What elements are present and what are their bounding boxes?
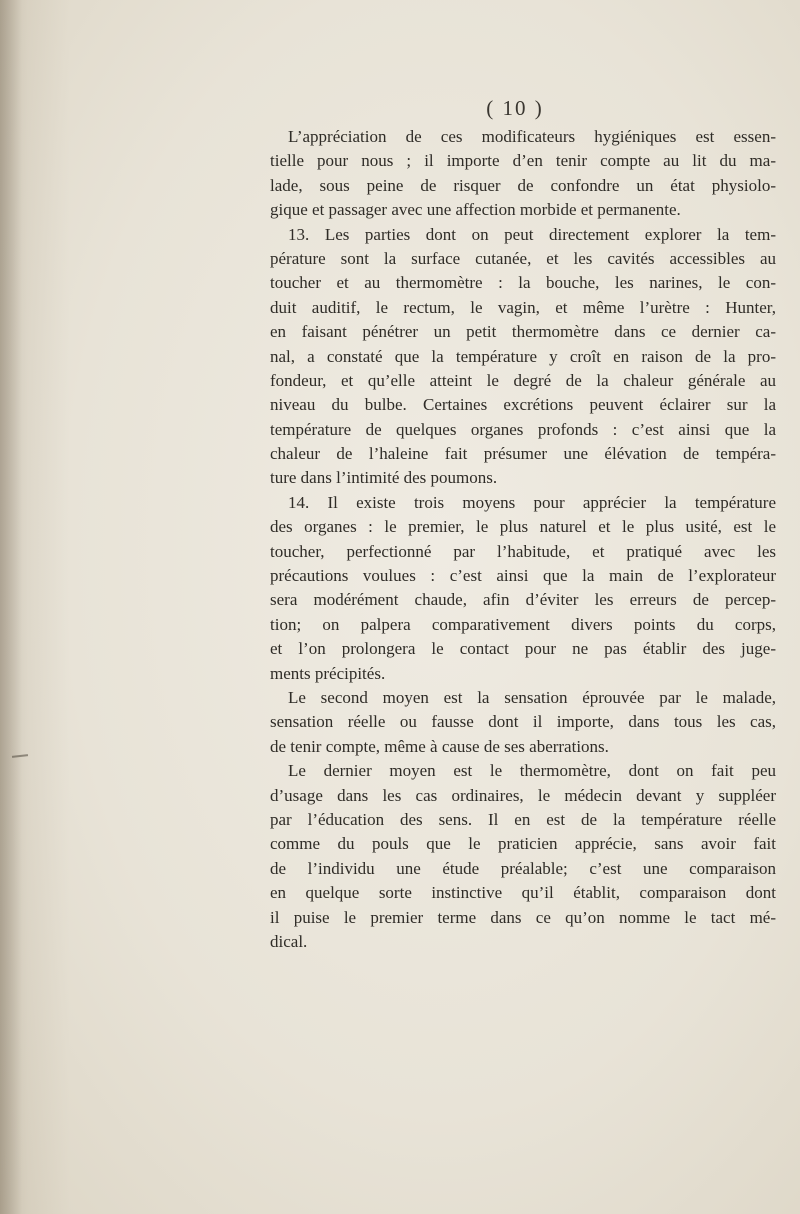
paragraph-2 — [270, 223, 776, 491]
text-line: chaleur de l’haleine fait présumer une élévation de tempéra- — [270, 444, 776, 464]
text-line: sensation réelle ou fausse dont il importe, dans tous les cas, — [270, 712, 776, 732]
text-line: tion; on palpera comparativement divers points du corps, — [270, 614, 776, 634]
text-line: il puise le premier terme dans ce qu’on nomme le tact mé- — [270, 907, 776, 927]
text-line: nal, a constaté que la température y croît en raison de la pro- — [270, 346, 776, 366]
paragraph-1 — [270, 125, 776, 223]
text-line: ments précipités. — [270, 663, 386, 683]
text-line: en faisant pénétrer un petit thermomètre dans ce dernier ca- — [270, 322, 776, 342]
text-line: gique et passager avec une affection morbide et permanente. — [270, 200, 681, 220]
text-line: Le dernier moyen est le thermomètre, dont on fait peu — [288, 761, 776, 781]
text-line: toucher et au thermomètre : la bouche, les narines, le con- — [270, 273, 776, 293]
page-number: ( 10 ) — [486, 96, 544, 120]
text-line: comme du pouls que le praticien apprécie, sans avoir fait — [270, 834, 776, 854]
text-line: de l’individu une étude préalable; c’est une comparaison — [270, 858, 776, 878]
text-line: précautions voulues : c’est ainsi que la main de l’explorateur — [270, 566, 776, 586]
paragraph-4 — [270, 686, 776, 759]
text-line: 14. Il existe trois moyens pour apprécier la température — [288, 492, 776, 512]
text-line: niveau du bulbe. Certaines excrétions peuvent éclairer sur la — [270, 395, 776, 415]
text-line: et l’on prolongera le contact pour ne pas établir des juge- — [270, 639, 776, 659]
text-line: tielle pour nous ; il importe d’en tenir compte au lit du ma- — [270, 151, 776, 171]
text-line: toucher, perfectionné par l’habitude, et pratiqué avec les — [270, 541, 776, 561]
text-line: duit auditif, le rectum, le vagin, et même l’urètre : Hunter, — [270, 297, 776, 317]
text-line: L’appréciation de ces modificateurs hygiéniques est essen- — [288, 127, 776, 146]
text-line: dical. — [270, 931, 308, 951]
text-line: par l’éducation des sens. Il en est de la température réelle — [270, 809, 776, 829]
text-line: d’usage dans les cas ordinaires, le médecin devant y suppléer — [270, 785, 776, 805]
text-line: de tenir compte, même à cause de ses aberrations. — [270, 736, 609, 756]
text-line: fondeur, et qu’elle atteint le degré de la chaleur générale au — [270, 370, 776, 390]
paragraph-5 — [270, 759, 776, 954]
text-line: sera modérément chaude, afin d’éviter les erreurs de percep- — [270, 590, 776, 610]
text-line: pérature sont la surface cutanée, et les cavités accessibles au — [270, 248, 776, 268]
text-line: lade, sous peine de risquer de confondre un état physiolo- — [270, 175, 776, 195]
text-line: température de quelques organes profonds : c’est ainsi que la — [270, 419, 776, 439]
text-line: des organes : le premier, le plus naturel et le plus usité, est le — [270, 517, 776, 537]
binding-edge-shadow — [0, 0, 22, 1214]
paragraph-3 — [270, 491, 776, 686]
text-line: ture dans l’intimité des poumons. — [270, 468, 498, 488]
text-line: 13. Les parties dont on peut directement explorer la tem- — [288, 224, 776, 244]
text-line: Le second moyen est la sensation éprouvée par le malade, — [288, 687, 776, 707]
text-line: en quelque sorte instinctive qu’il établit, comparaison dont — [270, 883, 776, 903]
body-text — [270, 125, 776, 954]
